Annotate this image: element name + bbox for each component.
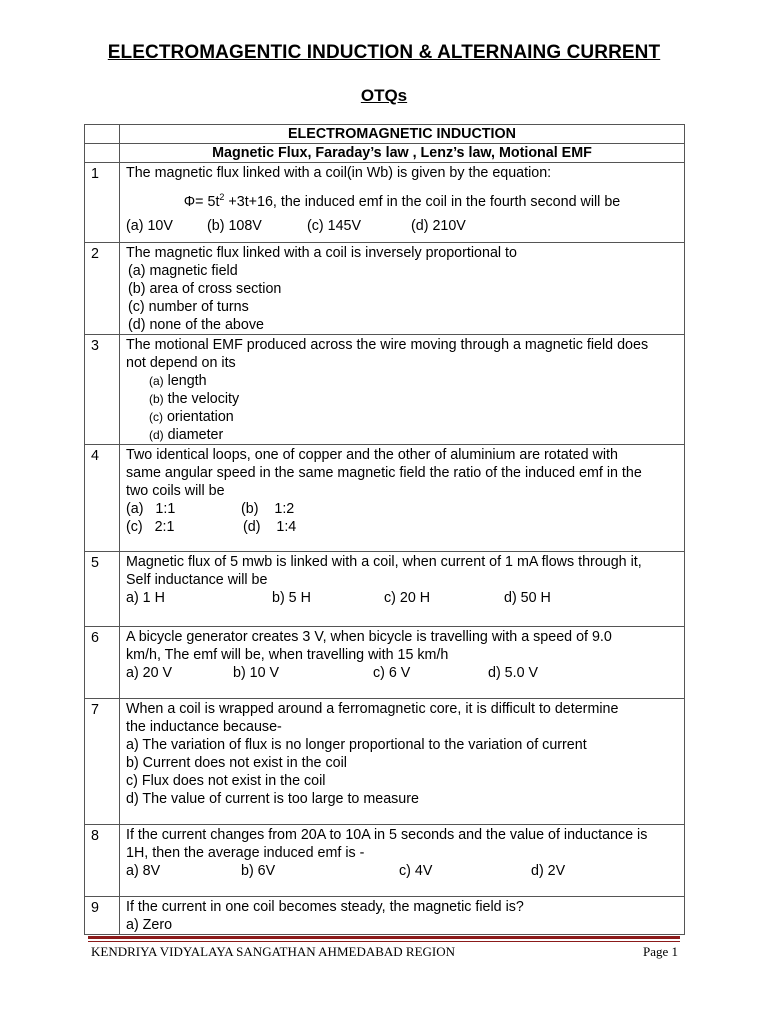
option-b: b) 6V: [241, 863, 276, 879]
question-number: 2: [85, 243, 120, 335]
question-text-line-2: Self inductance will be: [126, 572, 268, 588]
option-a: a) Zero: [126, 917, 173, 933]
option-a: a) The variation of flux is no longer proportional to the variation of current: [126, 737, 587, 753]
option-d: d) 2V: [531, 863, 566, 879]
option-c: c) 20 H: [384, 590, 431, 606]
question-number: 7: [85, 699, 120, 825]
option-c: c) Flux does not exist in the coil: [126, 773, 326, 789]
option-d: d) The value of current is too large to measure: [126, 791, 419, 807]
question-text-line-3: two coils will be: [126, 483, 225, 499]
footer-rule-thick: [88, 936, 680, 939]
topics-header-row: [85, 144, 685, 163]
option-c: (c) 145V: [307, 217, 362, 234]
option-a: (a) 10V: [126, 217, 173, 234]
question-row-3: [85, 335, 685, 445]
option-d: d) 50 H: [504, 590, 551, 606]
question-text-line-1: A bicycle generator creates 3 V, when bicycle is travelling with a speed of 9.0: [126, 629, 612, 645]
question-row-5: [85, 552, 685, 627]
question-row-7: [85, 699, 685, 825]
question-text-line-1: Magnetic flux of 5 mwb is linked with a coil, when current of 1 mA flows through it,: [126, 554, 642, 570]
question-number: 8: [85, 825, 120, 897]
question-text: The magnetic flux linked with a coil(in Wb) is given by the equation:: [126, 165, 552, 181]
questions-table: [84, 124, 685, 935]
topics-title: Magnetic Flux, Faraday’s law , Lenz’s law, Motional EMF: [120, 144, 685, 163]
document-subtitle: OTQs: [360, 86, 408, 105]
option-c: c) 4V: [399, 863, 433, 879]
question-row-1: [85, 163, 685, 243]
option-c: (c) number of turns: [128, 299, 249, 315]
question-text-line-2: not depend on its: [126, 355, 236, 371]
option-b: b) 5 H: [272, 590, 311, 606]
question-text-line-1: Two identical loops, one of copper and the other of aluminium are rotated with: [126, 447, 618, 463]
question-row-8: [85, 825, 685, 897]
question-number: 3: [85, 335, 120, 445]
option-a: a) 20 V: [126, 665, 173, 681]
section-header-row: [85, 125, 685, 144]
option-c: (c) 2:1: [126, 519, 175, 535]
option-d: (d) 210V: [411, 217, 466, 234]
question-text-line-1: When a coil is wrapped around a ferromagnetic core, it is difficult to determine: [126, 701, 619, 717]
question-number: 5: [85, 552, 120, 627]
footer-rule-thin: [88, 941, 680, 942]
option-b: (b) 108V: [207, 217, 262, 234]
question-row-4: [85, 445, 685, 552]
option-b: (b) area of cross section: [128, 281, 282, 297]
option-a: a) 1 H: [126, 590, 165, 606]
option-d: (d) none of the above: [128, 317, 264, 333]
equation: $\Phi= 5t^2 +3t+16$, the induced emf in the coil in the fourth second will be: [183, 192, 621, 210]
question-text-line-2: 1H, then the average induced emf is -: [126, 845, 365, 861]
question-number: 9: [85, 897, 120, 935]
question-text-line-2: km/h, The emf will be, when travelling with 15 km/h: [126, 647, 449, 663]
option-c: c) 6 V: [373, 665, 411, 681]
option-a: (a) magnetic field: [128, 263, 238, 279]
section-title: ELECTROMAGNETIC INDUCTION: [120, 125, 685, 144]
question-text-line-2: the inductance because-: [126, 719, 282, 735]
option-b: (b) the velocity: [149, 391, 240, 407]
option-d: d) 5.0 V: [488, 665, 539, 681]
option-a: (a) length: [149, 373, 207, 389]
question-row-6: [85, 627, 685, 699]
option-a: a) 8V: [126, 863, 161, 879]
question-number: 4: [85, 445, 120, 552]
question-text-line-1: If the current changes from 20A to 10A in 5 seconds and the value of inductance is: [126, 827, 648, 843]
question-text-line-2: same angular speed in the same magnetic field the ratio of the induced emf in the: [126, 465, 642, 481]
options: [126, 217, 678, 235]
option-d: (d) diameter: [149, 427, 224, 443]
question-text: If the current in one coil becomes steady, the magnetic field is?: [126, 899, 524, 915]
footer-organization: KENDRIYA VIDYALAYA SANGATHAN AHMEDABAD REGION: [91, 944, 456, 959]
option-d: (d) 1:4: [243, 519, 297, 535]
question-text-line-1: The motional EMF produced across the wire moving through a magnetic field does: [126, 337, 649, 353]
question-row-2: [85, 243, 685, 335]
option-c: (c) orientation: [149, 409, 234, 425]
option-b: (b) 1:2: [241, 501, 295, 517]
option-b: b) Current does not exist in the coil: [126, 755, 347, 771]
question-text: The magnetic flux linked with a coil is inversely proportional to: [126, 245, 517, 261]
question-number: 1: [85, 163, 120, 243]
page-number: Page 1: [642, 944, 678, 959]
document-title: ELECTROMAGENTIC INDUCTION & ALTERNAING CURRENT: [107, 42, 661, 63]
option-b: b) 10 V: [233, 665, 280, 681]
option-a: (a) 1:1: [126, 501, 176, 517]
question-number: 6: [85, 627, 120, 699]
question-row-9: [85, 897, 685, 935]
